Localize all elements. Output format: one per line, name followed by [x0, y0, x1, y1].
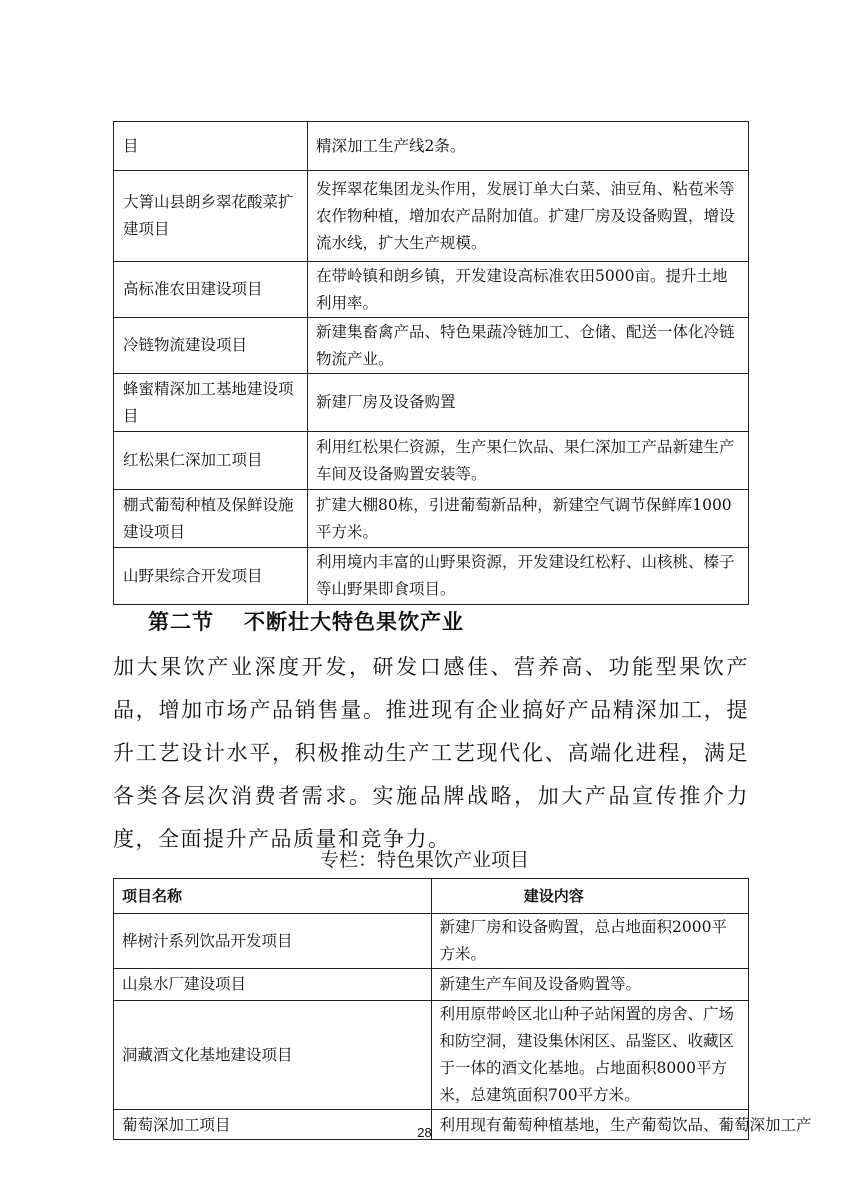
table-row: [114, 548, 749, 605]
project-content-cell: 利用红松果仁资源，生产果仁饮品、果仁深加工产品新建生产车间及设备购置安装等。: [308, 432, 749, 490]
table-row: [114, 490, 749, 548]
project-name-cell: 目: [114, 122, 308, 171]
table-row: [114, 171, 749, 262]
project-content-cell: 新建生产车间及设备购置等。: [431, 969, 749, 1001]
table-row: [114, 914, 749, 969]
header-project-name: 项目名称: [114, 879, 432, 914]
body-paragraph: 加大果饮产业深度开发，研发口感佳、营养高、功能型果饮产品，增加市场产品销售量。推进现有企业搞好产品精深加工，提升工艺设计水平，积极推动生产工艺现代化、高端化进程，满足各类各层次消费者需求。实施品牌战略，加大产品宣传推介力度，全面提升产品质量和竞争力。: [113, 655, 749, 851]
project-name-cell: 冷链物流建设项目: [114, 318, 308, 374]
table-row: [114, 262, 749, 318]
project-name-cell: 洞藏酒文化基地建设项目: [114, 1001, 432, 1110]
project-name-cell: 大箐山县朗乡翠花酸菜扩建项目: [114, 171, 308, 262]
table-row: [114, 969, 749, 1001]
project-content-cell: 利用现有葡萄种植基地，生产葡萄饮品、葡萄深加工产: [431, 1110, 749, 1140]
project-content-cell: 新建集畜禽产品、特色果蔬冷链加工、仓储、配送一体化冷链物流产业。: [308, 318, 749, 374]
project-content-cell: 扩建大棚80栋，引进葡萄新品种，新建空气调节保鲜库1000平方米。: [308, 490, 749, 548]
column-title: 专栏：特色果饮产业项目: [319, 849, 529, 871]
project-name-cell: 蜂蜜精深加工基地建设项目: [114, 374, 308, 432]
project-name-cell: 桦树汁系列饮品开发项目: [114, 914, 432, 969]
project-name-cell: 葡萄深加工项目: [114, 1110, 432, 1140]
table-row: [114, 318, 749, 374]
project-name-cell: 红松果仁深加工项目: [114, 432, 308, 490]
project-content-cell: 利用境内丰富的山野果资源，开发建设红松籽、山核桃、榛子等山野果即食项目。: [308, 548, 749, 605]
table-row: [114, 432, 749, 490]
project-name-cell: 山野果综合开发项目: [114, 548, 308, 605]
header-build-content: 建设内容: [431, 879, 749, 914]
project-content-cell: 利用原带岭区北山种子站闲置的房舍、广场和防空洞，建设集休闲区、品鉴区、收藏区于一体的酒文化基地。占地面积8000平方米，总建筑面积700平方米。: [431, 1001, 749, 1110]
table-header-row: [114, 879, 749, 914]
page-number: 28: [417, 1125, 432, 1140]
project-content-cell: 新建厂房及设备购置: [308, 374, 749, 432]
project-content-cell: 在带岭镇和朗乡镇，开发建设高标准农田5000亩。提升土地利用率。: [308, 262, 749, 318]
section-heading: [148, 606, 464, 636]
project-content-cell: 精深加工生产线2条。: [308, 122, 749, 171]
project-name-cell: 棚式葡萄种植及保鲜设施建设项目: [114, 490, 308, 548]
section-number: 第二节: [148, 610, 214, 634]
table-row: [114, 1001, 749, 1110]
table-row: [114, 122, 749, 171]
project-name-cell: 高标准农田建设项目: [114, 262, 308, 318]
project-name-cell: 山泉水厂建设项目: [114, 969, 432, 1001]
project-content-cell: 新建厂房和设备购置，总占地面积2000平方米。: [431, 914, 749, 969]
section-title: 不断壮大特色果饮产业: [244, 610, 464, 634]
project-table-1: [113, 121, 749, 605]
project-table-2: [113, 878, 812, 1140]
table-row: [114, 374, 749, 432]
project-content-cell: 发挥翠花集团龙头作用，发展订单大白菜、油豆角、粘苞米等农作物种植，增加农产品附加值。扩建厂房及设备购置，增设流水线，扩大生产规模。: [308, 171, 749, 262]
